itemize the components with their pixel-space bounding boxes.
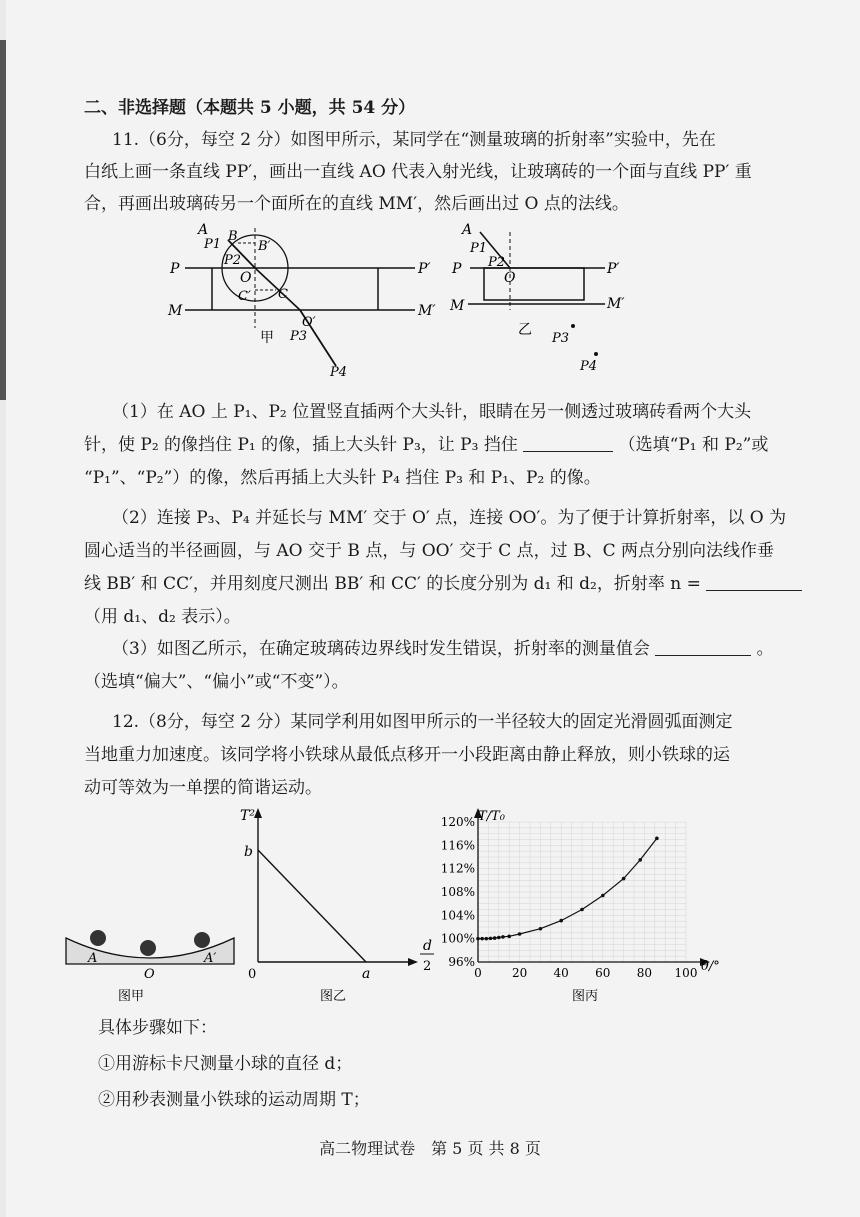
- chart-y-tick-label: 104%: [440, 908, 475, 923]
- fig-yi-label-P2: P2: [488, 255, 506, 270]
- chart-point: [622, 877, 626, 881]
- fig12-jia-caption: 图甲: [118, 989, 145, 1004]
- chart-y-tick-label: 108%: [440, 885, 475, 899]
- figure-12-yi: [232, 800, 442, 1010]
- chart-point: [655, 837, 659, 841]
- fig-yi-label-P3: P3: [552, 331, 570, 346]
- chart-y-tick-label: 100%: [440, 931, 475, 946]
- chart-fit-curve: [478, 838, 657, 938]
- figure-12-jia: [60, 920, 240, 1006]
- chart-x-tick-label: 100: [674, 966, 698, 980]
- chart-y-tick-label: 116%: [440, 838, 475, 853]
- q11-part1-line1: （1）在 AO 上 P₁、P₂ 位置竖直插两个大头针，眼睛在另一侧透过玻璃砖看两个大头: [112, 402, 752, 422]
- chart-caption: 图丙: [572, 989, 599, 1004]
- chart-point: [497, 936, 501, 940]
- chart-point: [493, 936, 497, 940]
- figure-12-bing-chart: [418, 800, 738, 1008]
- section-title: 二、非选择题（本题共 5 小题，共 54 分）: [84, 98, 416, 118]
- q11-part2-line4: （用 d₁、d₂ 表示）。: [84, 607, 241, 627]
- ball-left: [90, 930, 106, 946]
- page-footer: 高二物理试卷 第 5 页 共 8 页: [319, 1139, 541, 1158]
- fig12-yi-b-label: b: [244, 844, 253, 860]
- q12-steps-title: 具体步骤如下：: [98, 1018, 217, 1038]
- fig12-yi-ylabel: T²: [240, 808, 255, 824]
- scan-edge-shadow: [0, 40, 6, 400]
- fig-yi-label-P: P: [452, 261, 462, 277]
- q11-part3-text-after: 。: [756, 639, 774, 659]
- ball-right: [194, 932, 210, 948]
- chart-x-tick-label: 0: [474, 966, 482, 980]
- fig-yi-label-M: M: [450, 298, 465, 314]
- fig-jia-label-P4: P4: [330, 365, 348, 378]
- fig-yi-label-O: O: [504, 270, 516, 286]
- chart-point: [539, 927, 543, 931]
- q11-part2-line1: （2）连接 P₃、P₄ 并延长与 MM′ 交于 O′ 点，连接 OO′。为了便于计算折射率，以 O 为: [112, 508, 787, 528]
- q11-part3-line2: （选填“偏大”、“偏小”或“不变”）。: [84, 672, 349, 692]
- fig-jia-label-Oprime: O′: [302, 315, 316, 330]
- fig-jia-label-P1: P1: [204, 237, 222, 252]
- q11-blank-3[interactable]: [655, 637, 751, 656]
- chart-point: [489, 937, 493, 941]
- fig12-jia-label-A: A: [88, 951, 98, 966]
- fig12-yi-a-label: a: [362, 966, 371, 982]
- fig-yi-label-Mprime: M′: [607, 296, 625, 312]
- fig12-jia-label-A2: A′: [204, 951, 217, 966]
- q11-part2-text: 线 BB′ 和 CC′，并用刻度尺测出 BB′ 和 CC′ 的长度分别为 d₁ 和 d₂，折射率 n =: [84, 574, 701, 594]
- q12-step-2: ②用秒表测量小铁球的运动周期 T；: [98, 1090, 370, 1110]
- fig-jia-label-Bprime: B′: [258, 239, 271, 254]
- q11-line-1: 11.（6分，每空 2 分）如图甲所示，某同学在“测量玻璃的折射率”实验中，先在: [112, 130, 716, 150]
- fig-jia-label-Mprime: M′: [418, 303, 436, 319]
- fig-yi-label-A: A: [462, 222, 473, 238]
- chart-point: [476, 937, 480, 941]
- fig-jia-label-O: O: [240, 270, 252, 286]
- chart-y-tick-label: 112%: [440, 861, 475, 876]
- q11-part3-line1: [112, 637, 774, 661]
- chart-x-tick-label: 80: [636, 966, 653, 980]
- chart-y-tick-label: 96%: [448, 955, 475, 969]
- q11-blank-2[interactable]: [706, 572, 802, 591]
- chart-point: [559, 919, 563, 923]
- q11-part3-text: （3）如图乙所示，在确定玻璃砖边界线时发生错误，折射率的测量值会: [112, 639, 650, 659]
- chart-x-tick-label: 40: [553, 966, 569, 980]
- fig-yi-label-P1: P1: [470, 241, 488, 256]
- q12-line-1: 12.（8分，每空 2 分）某同学利用如图甲所示的一半径较大的固定光滑圆弧面测定: [112, 712, 733, 732]
- q11-line-3: 合，再画出玻璃砖另一个面所在的直线 MM′，然后画出过 O 点的法线。: [84, 194, 629, 214]
- q11-part1-line3: “P₁”、“P₂”）的像，然后再插上大头针 P₄ 挡住 P₃ 和 P₁、P₂ 的像。: [84, 468, 601, 488]
- chart-point: [518, 932, 522, 936]
- chart-point: [485, 937, 489, 941]
- fig-jia-label-P2: P2: [224, 253, 242, 268]
- ball-middle: [140, 940, 156, 956]
- fig-yi-label-Pprime: P′: [607, 261, 620, 277]
- fig-yi-label-P4: P4: [580, 359, 598, 374]
- chart-point: [638, 858, 642, 862]
- figure-jia: [160, 218, 450, 378]
- fig-yi-caption: 乙: [518, 322, 532, 338]
- fig-jia-label-B: B: [228, 229, 238, 244]
- fig-jia-label-P: P: [170, 261, 180, 277]
- q12-step-1: ①用游标卡尺测量小球的直径 d；: [98, 1054, 353, 1074]
- fig12-jia-label-O: O: [144, 967, 155, 982]
- fig12-yi-xlabel-den: 2: [423, 959, 432, 974]
- chart-point: [580, 908, 584, 912]
- q11-part1-text-after: （选填“P₁ 和 P₂”或: [618, 435, 769, 455]
- fig-jia-caption: 甲: [260, 330, 274, 346]
- q11-blank-1[interactable]: [523, 433, 613, 452]
- chart-point: [501, 935, 505, 939]
- figure-yi: [440, 218, 640, 378]
- chart-point: [507, 935, 511, 939]
- chart-point: [601, 894, 605, 898]
- fig-jia-label-Pprime: P′: [418, 261, 431, 277]
- fig12-yi-xlabel-num: d: [423, 938, 432, 954]
- fig-jia-label-P3: P3: [290, 329, 308, 344]
- fig-jia-label-C: C: [278, 287, 288, 302]
- q11-line-2: 白纸上画一条直线 PP′，画出一直线 AO 代表入射光线，让玻璃砖的一个面与直线 PP′ 重: [84, 162, 752, 182]
- fig-jia-label-A: A: [198, 222, 209, 238]
- chart-ylabel: T/T₀: [478, 809, 505, 824]
- fig-jia-label-M: M: [168, 303, 183, 319]
- q11-part2-line3: [84, 572, 802, 596]
- fig12-yi-caption: 图乙: [320, 989, 347, 1004]
- chart-y-tick-label: 120%: [440, 815, 475, 829]
- q11-part1-text: 针，使 P₂ 的像挡住 P₁ 的像，插上大头针 P₃，让 P₃ 挡住: [84, 435, 518, 455]
- q12-line-3: 动可等效为一单摆的简谐运动。: [84, 778, 322, 798]
- chart-x-tick-label: 60: [595, 966, 611, 980]
- chart-point: [480, 937, 484, 941]
- q12-line-2: 当地重力加速度。该同学将小铁球从最低点移开一小段距离由静止释放，则小铁球的运: [84, 745, 730, 765]
- chart-x-tick-label: 20: [511, 966, 528, 980]
- q11-part2-line2: 圆心适当的半径画圆，与 AO 交于 B 点，与 OO′ 交于 C 点，过 B、C 两点分别向法线作垂: [84, 541, 774, 561]
- q11-part1-line2: [84, 433, 768, 457]
- chart-xlabel: θ/°: [701, 959, 720, 974]
- fig-jia-label-Cprime: C′: [238, 289, 251, 304]
- fig12-yi-origin: 0: [248, 967, 257, 982]
